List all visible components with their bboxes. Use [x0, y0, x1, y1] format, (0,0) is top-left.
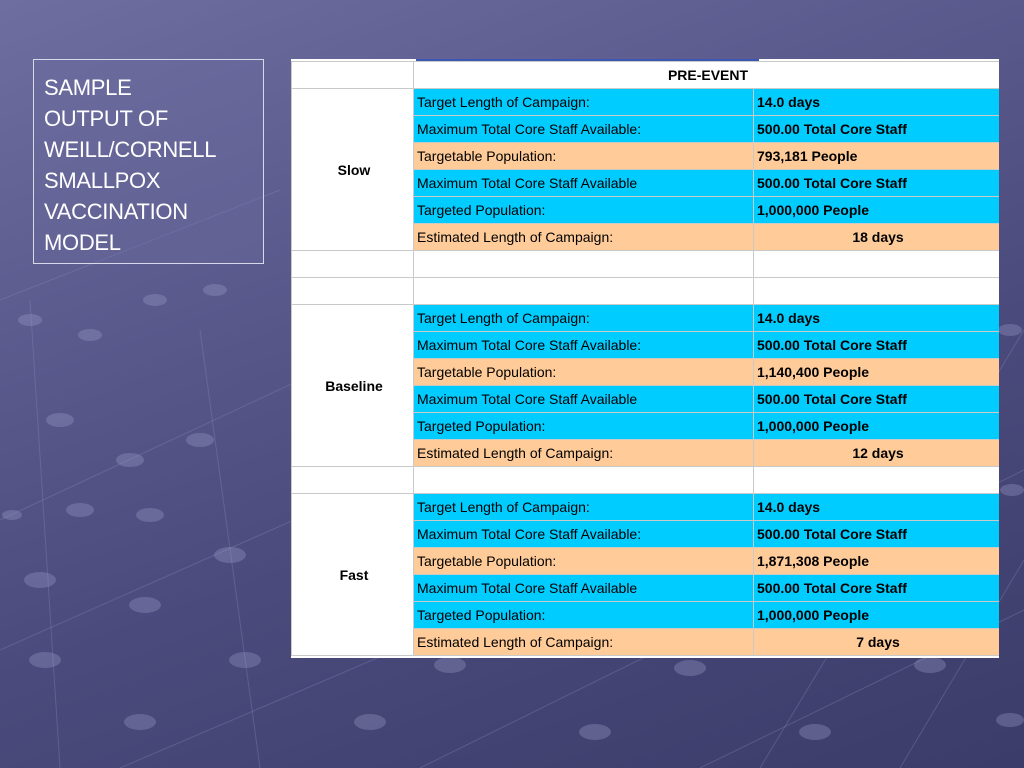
table-header-row: [292, 62, 1000, 89]
row-value: 14.0 days: [754, 494, 1000, 521]
row-label: Targeted Population:: [414, 602, 754, 629]
row-value: 1,000,000 People: [754, 197, 1000, 224]
row-value: 1,000,000 People: [754, 413, 1000, 440]
row-value: 500.00 Total Core Staff: [754, 521, 1000, 548]
row-label: Maximum Total Core Staff Available: [414, 386, 754, 413]
table-header-pre-event: PRE-EVENT: [414, 62, 1000, 89]
vaccination-output-table: [291, 61, 999, 656]
row-label: Target Length of Campaign:: [414, 89, 754, 116]
scenario-label-fast: Fast: [292, 494, 414, 656]
row-label: Targeted Population:: [414, 197, 754, 224]
spacer-row: [292, 278, 1000, 305]
spreadsheet-image: [291, 59, 999, 658]
row-value: 1,871,308 People: [754, 548, 1000, 575]
row-label: Targetable Population:: [414, 548, 754, 575]
row-value: 14.0 days: [754, 305, 1000, 332]
row-value: 500.00 Total Core Staff: [754, 332, 1000, 359]
table-row: [292, 89, 1000, 116]
row-label: Maximum Total Core Staff Available: [414, 170, 754, 197]
slide-title-line: SAMPLE: [44, 75, 132, 100]
row-value: 18 days: [754, 224, 1000, 251]
row-label: Estimated Length of Campaign:: [414, 440, 754, 467]
slide-title-line: SMALLPOX: [44, 168, 161, 193]
row-value: 12 days: [754, 440, 1000, 467]
row-value: 1,140,400 People: [754, 359, 1000, 386]
row-value: 793,181 People: [754, 143, 1000, 170]
row-value: 14.0 days: [754, 89, 1000, 116]
row-label: Maximum Total Core Staff Available:: [414, 521, 754, 548]
row-label: Estimated Length of Campaign:: [414, 224, 754, 251]
row-label: Target Length of Campaign:: [414, 305, 754, 332]
row-label: Targetable Population:: [414, 143, 754, 170]
row-label: Maximum Total Core Staff Available:: [414, 332, 754, 359]
scenario-label-slow: Slow: [292, 89, 414, 251]
row-label: Maximum Total Core Staff Available: [414, 575, 754, 602]
spacer-row: [292, 251, 1000, 278]
table-row: [292, 305, 1000, 332]
row-label: Targetable Population:: [414, 359, 754, 386]
scenario-label-baseline: Baseline: [292, 305, 414, 467]
row-value: 500.00 Total Core Staff: [754, 116, 1000, 143]
row-label: Maximum Total Core Staff Available:: [414, 116, 754, 143]
table-row: [292, 494, 1000, 521]
row-value: 500.00 Total Core Staff: [754, 575, 1000, 602]
header-empty-cell: [292, 62, 414, 89]
slide-title-box: [33, 59, 264, 264]
row-value: 500.00 Total Core Staff: [754, 170, 1000, 197]
row-label: Targeted Population:: [414, 413, 754, 440]
slide-title-line: VACCINATION: [44, 199, 188, 224]
row-value: 1,000,000 People: [754, 602, 1000, 629]
slide-title-line: OUTPUT OF: [44, 106, 169, 131]
slide-title-line: WEILL/CORNELL: [44, 137, 217, 162]
row-label: Target Length of Campaign:: [414, 494, 754, 521]
row-label: Estimated Length of Campaign:: [414, 629, 754, 656]
spacer-row: [292, 467, 1000, 494]
row-value: 500.00 Total Core Staff: [754, 386, 1000, 413]
row-value: 7 days: [754, 629, 1000, 656]
slide-title-line: MODEL: [44, 230, 121, 255]
